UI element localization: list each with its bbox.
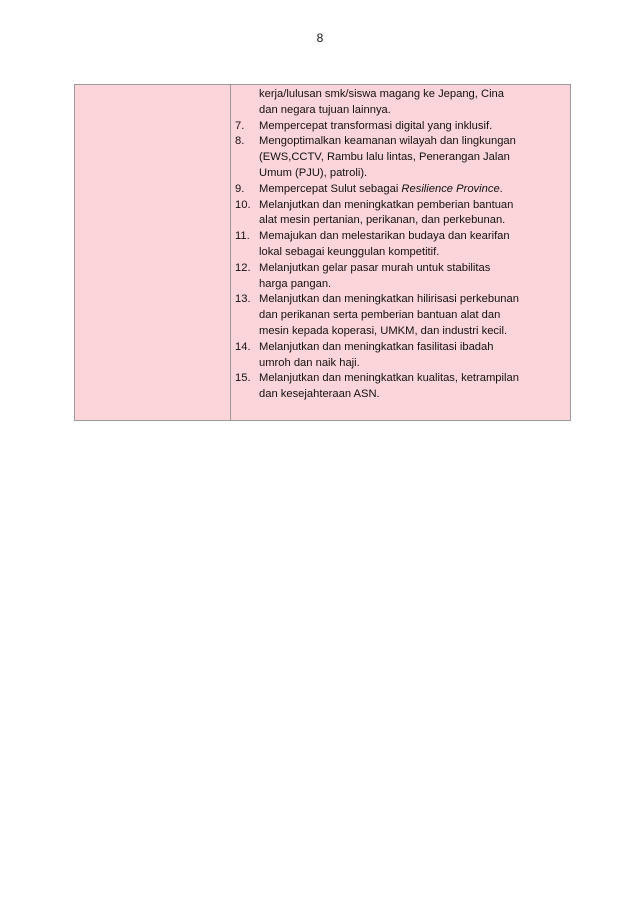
- item-text: Melanjutkan dan meningkatkan fasilitasi ibadah: [259, 340, 494, 353]
- item-number: 11.: [235, 230, 250, 243]
- list-item: [235, 340, 569, 372]
- item-text: Melanjutkan dan meningkatkan hilirisasi perkebunan: [259, 293, 519, 306]
- item-text: dan perikanan serta pemberian bantuan alat dan: [259, 309, 501, 322]
- item-number: 12.: [235, 261, 251, 274]
- item-text: Melanjutkan dan meningkatkan kualitas, ketrampilan: [259, 372, 519, 385]
- continuation-line: kerja/lulusan smk/siswa magang ke Jepang, Cina: [259, 88, 505, 100]
- item-number: 14.: [235, 340, 251, 353]
- item-text: alat mesin pertanian, perikanan, dan perkebunan.: [259, 214, 506, 227]
- item-text-prefix: Mempercepat Sulut sebagai: [259, 182, 402, 195]
- item-number: 9.: [235, 182, 245, 195]
- item-text: harga pangan.: [259, 277, 332, 290]
- item-text-suffix: .: [499, 182, 503, 195]
- item-text: [259, 182, 569, 198]
- list-item: [235, 182, 569, 198]
- list-item: [235, 119, 569, 135]
- list-item: [235, 134, 569, 181]
- list-item: [235, 292, 569, 339]
- item-text: Memajukan dan melestarikan budaya dan kearifan: [259, 230, 510, 243]
- column-divider: [230, 85, 231, 420]
- item-text: Mengoptimalkan keamanan wilayah dan lingkungan: [259, 135, 516, 148]
- list-item: [235, 198, 569, 230]
- item-text: (EWS,CCTV, Rambu lalu lintas, Penerangan Jalan: [259, 151, 510, 164]
- list-item: [235, 371, 569, 403]
- item-text: Mempercepat transformasi digital yang inklusif.: [259, 119, 493, 132]
- item-text: Melanjutkan gelar pasar murah untuk stabilitas: [259, 261, 491, 274]
- item-number: 10.: [235, 198, 251, 211]
- list-item: [235, 261, 569, 293]
- program-table: [74, 84, 571, 421]
- item-number: 15.: [235, 372, 251, 385]
- item-number: 7.: [235, 119, 245, 132]
- program-list: [235, 87, 569, 403]
- item-text: lokal sebagai keunggulan kompetitif.: [259, 245, 440, 258]
- item-number: 13.: [235, 293, 251, 306]
- item-text: Melanjutkan dan meningkatkan pemberian bantuan: [259, 198, 514, 211]
- page-number: 8: [316, 31, 324, 45]
- item-text: Umum (PJU), patroli).: [259, 166, 368, 179]
- list-item: [235, 229, 569, 261]
- item-text: umroh dan naik haji.: [259, 356, 360, 369]
- item-text: dan kesejahteraan ASN.: [259, 388, 380, 401]
- item-text-italic: Resilience Province: [401, 182, 500, 195]
- continuation-line: dan negara tujuan lainnya.: [259, 103, 391, 116]
- item-number: 8.: [235, 135, 245, 148]
- item-text: mesin kepada koperasi, UMKM, dan industri kecil.: [259, 324, 508, 337]
